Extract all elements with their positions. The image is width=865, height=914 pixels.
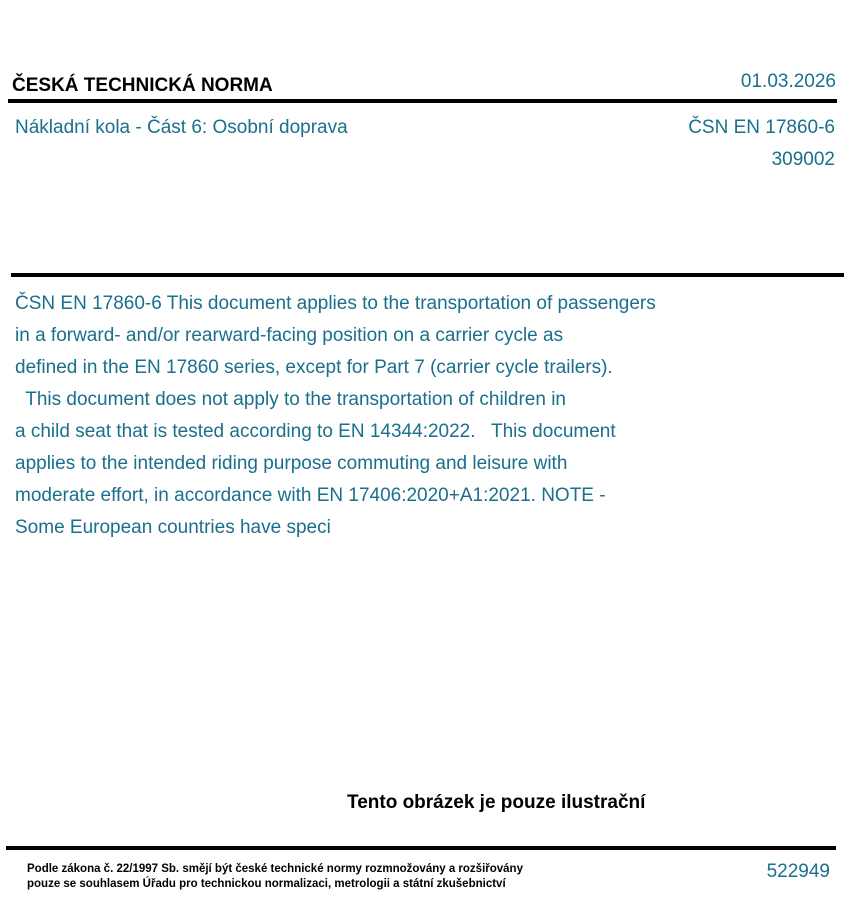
publication-date: 01.03.2026	[740, 71, 836, 92]
legal-notice	[27, 862, 523, 892]
abstract-line: applies to the intended riding purpose commuting and leisure with	[15, 453, 568, 474]
abstract-line: This document does not apply to the transportation of children in	[15, 389, 566, 410]
abstract-line: defined in the EN 17860 series, except for Part 7 (carrier cycle trailers).	[15, 357, 613, 378]
abstract-line: moderate effort, in accordance with EN 17406:2020+A1:2021. NOTE -	[15, 485, 606, 506]
section-divider	[11, 273, 844, 277]
legal-notice-line: pouze se souhlasem Úřadu pro technickou normalizaci, metrologii a státní zkušebnictví	[27, 878, 506, 890]
abstract-line: Some European countries have speci	[15, 517, 331, 538]
abstract-line: in a forward- and/or rearward-facing position on a carrier cycle as	[15, 325, 564, 346]
footer-divider	[6, 846, 836, 850]
illustrative-notice: Tento obrázek je pouze ilustrační	[347, 792, 646, 813]
norm-class-number: 309002	[771, 149, 835, 170]
abstract-line: a child seat that is tested according to EN 14344:2022. This document	[15, 421, 616, 442]
norm-code: ČSN EN 17860-6	[688, 117, 835, 138]
standard-type-heading: ČESKÁ TECHNICKÁ NORMA	[12, 75, 273, 96]
legal-notice-line: Podle zákona č. 22/1997 Sb. smějí být české technické normy rozmnožovány a rozšiřovány	[27, 863, 523, 875]
document-number: 522949	[766, 861, 830, 882]
abstract-line: ČSN EN 17860-6 This document applies to the transportation of passengers	[15, 293, 656, 314]
header-divider	[8, 99, 837, 103]
abstract-text	[15, 288, 755, 544]
norm-title: Nákladní kola - Část 6: Osobní doprava	[15, 117, 348, 138]
